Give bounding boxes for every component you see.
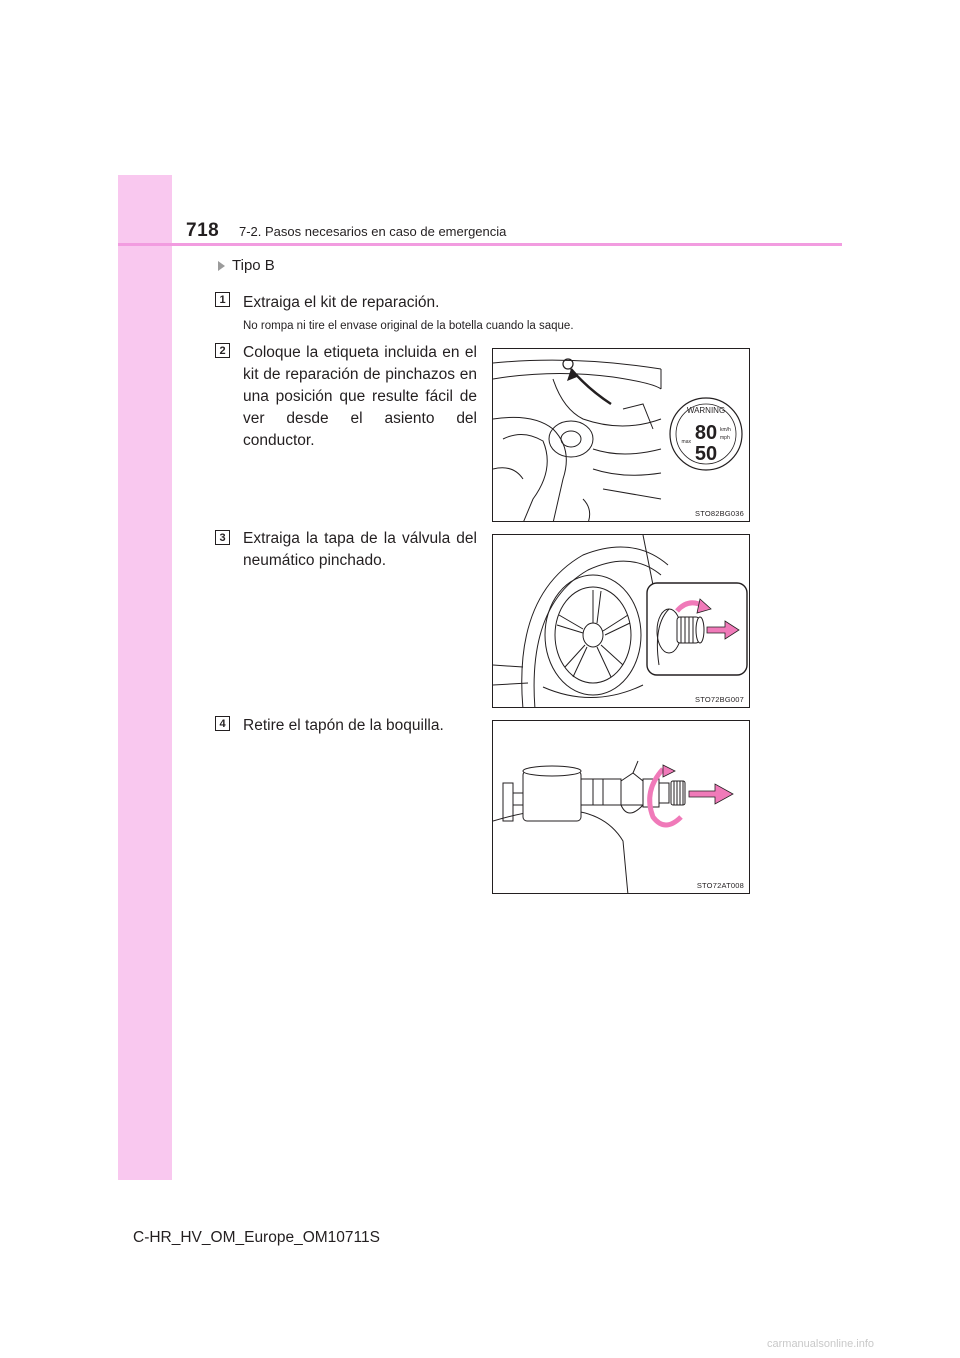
bottle-nozzle-illustration-icon <box>493 721 750 894</box>
label-speed-mph: 50 <box>694 443 718 465</box>
figure-code-2: STO82BG036 <box>695 509 744 518</box>
watermark: carmanualsonline.info <box>767 1338 875 1350</box>
side-tab <box>118 175 172 1180</box>
warning-speed-label <box>670 398 742 470</box>
label-max-text: max <box>681 439 691 445</box>
subtype-label: Tipo B <box>232 257 275 274</box>
label-speed-kmh: 80 <box>694 422 718 444</box>
step-1-text: Extraiga el kit de reparación. <box>243 294 440 311</box>
section-title: 7-2. Pasos necesarios en caso de emergencia <box>239 224 507 239</box>
dashboard-illustration-icon <box>493 349 750 522</box>
label-warning-text: WARNING <box>686 406 726 415</box>
footer-doc-id: C-HR_HV_OM_Europe_OM10711S <box>133 1229 380 1246</box>
figure-valve-cap <box>492 534 750 708</box>
step-2-text: Coloque la etiqueta incluida en el kit de reparación de pinchazos en una posición que resulte fácil de ver desde el asiento del conductor. <box>243 344 477 449</box>
step-4-text: Retire el tapón de la boquilla. <box>243 717 444 734</box>
triangle-bullet-icon <box>218 261 225 271</box>
step-3-text: Extraiga la tapa de la válvula del neumático pinchado. <box>243 530 477 569</box>
label-unit-kmh: km/h <box>720 427 731 433</box>
step-number-1: 1 <box>215 292 230 307</box>
subtype-heading <box>218 257 275 274</box>
step-number-2: 2 <box>215 343 230 358</box>
label-unit-mph: mph <box>720 435 730 441</box>
figure-nozzle-cap <box>492 720 750 894</box>
step-number-3: 3 <box>215 530 230 545</box>
figure-dashboard-label <box>492 348 750 522</box>
header-rule <box>118 243 842 246</box>
step-1-note: No rompa ni tire el envase original de la botella cuando la saque. <box>243 320 574 332</box>
page-number: 718 <box>186 220 220 241</box>
tire-valve-illustration-icon <box>493 535 750 708</box>
figure-code-3: STO72BG007 <box>695 695 744 704</box>
figure-code-4: STO72AT008 <box>696 881 744 890</box>
step-number-4: 4 <box>215 716 230 731</box>
